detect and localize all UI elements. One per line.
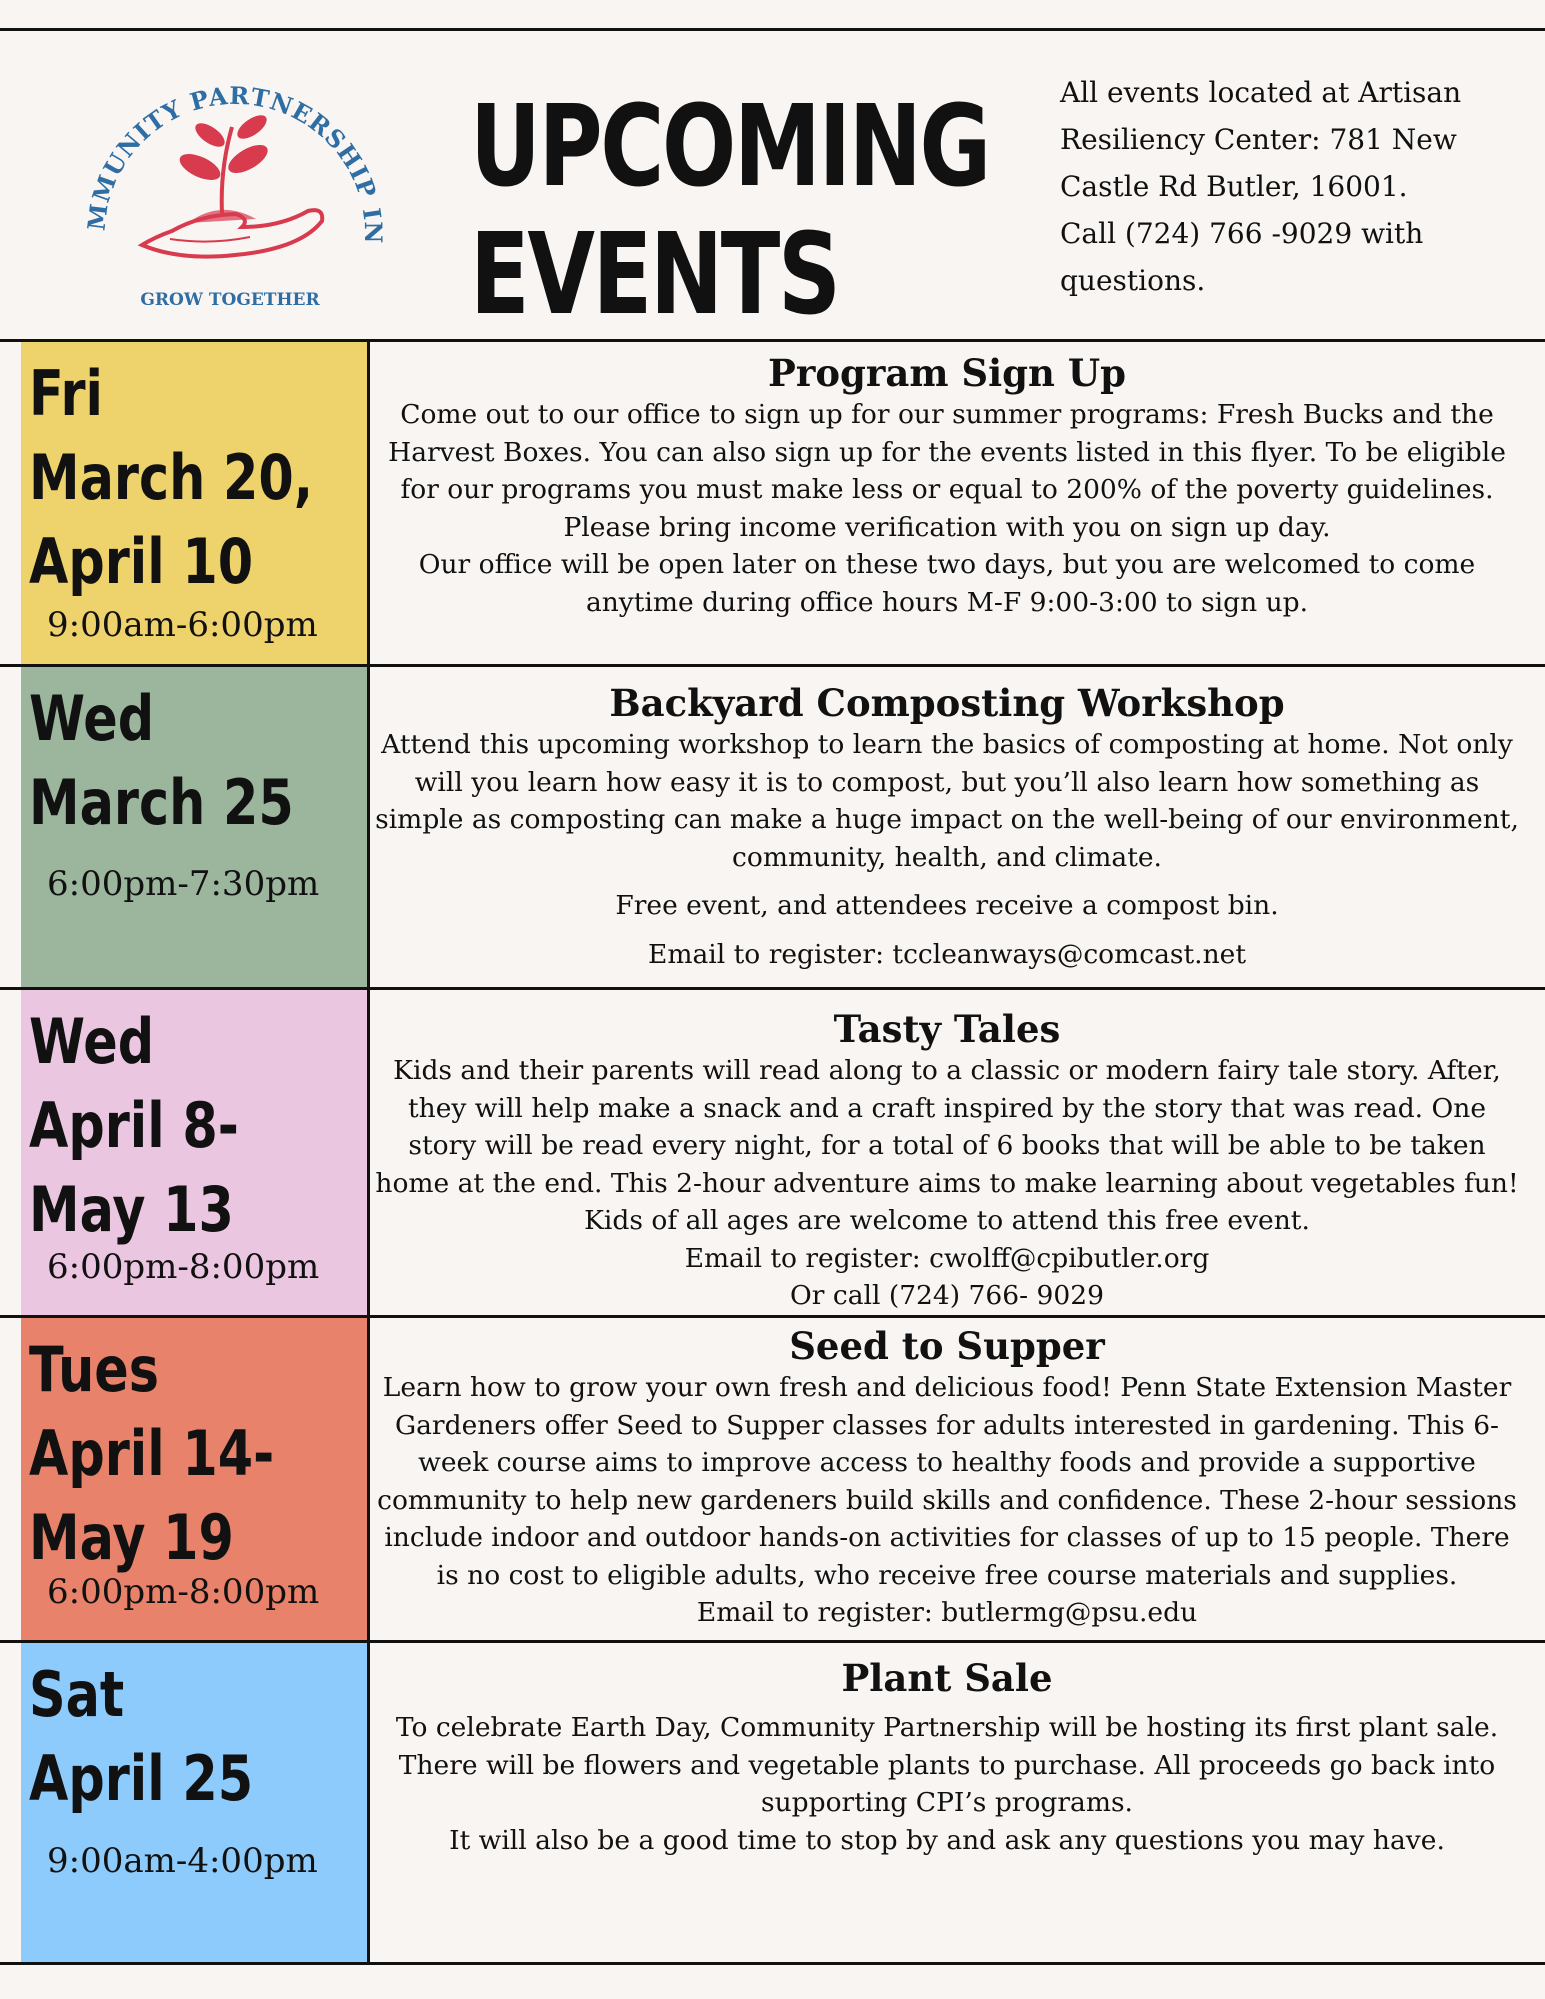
event-content <box>372 1655 1522 1859</box>
event-title: Tasty Tales <box>833 1007 1061 1051</box>
date-line: Fri <box>29 357 103 430</box>
paragraph: To celebrate Earth Day, Community Partnership will be hosting its first plant sale. There will be flowers and vegetable plants to purchase. All proceeds go back into supporting CPI’s programs. <box>395 1712 1499 1818</box>
event-time: 9:00am-6:00pm <box>47 605 318 645</box>
paragraph: It will also be a good time to stop by and ask any questions you may have. <box>449 1824 1445 1856</box>
event-row <box>0 990 1545 1315</box>
date-line: May 19 <box>29 1501 234 1574</box>
paragraph: Or call (724) 766- 9029 <box>790 1280 1104 1311</box>
column-divider <box>367 339 370 1965</box>
event-time: 9:00am-4:00pm <box>47 1841 318 1881</box>
event-description <box>372 396 1522 621</box>
event-description <box>372 1052 1522 1315</box>
date-cell <box>21 990 367 1315</box>
event-description <box>372 1709 1522 1859</box>
paragraph: Free event, and attendees receive a compost bin. <box>615 890 1279 921</box>
paragraph: Learn how to grow your own fresh and delicious food! Penn State Extension Master Gardeners offer Seed to Supper classes for adults interested in gardening. This 6-week course aims to improve access to healthy foods and provide a supportive community to help new gardeners build skills and confidence. These 2-hour sessions include indoor and outdoor hands-on activities for classes of up to 15 people. There is no cost to eligible adults, who receive free course materials and supplies. <box>377 1372 1517 1591</box>
date-line: Sat <box>29 1658 125 1731</box>
info-line: Castle Rd Butler, 16001. <box>1060 170 1408 203</box>
paragraph: Email to register: tccleanways@comcast.net <box>648 938 1246 970</box>
paragraph: Email to register: cwolff@cpibutler.org <box>684 1242 1210 1274</box>
location-info <box>1060 69 1500 304</box>
title-line: EVENTS <box>470 210 839 340</box>
event-row <box>0 1643 1545 1962</box>
paragraph: Email to register: butlermg@psu.edu <box>696 1597 1198 1628</box>
event-content <box>372 1006 1522 1315</box>
paragraph: Attend this upcoming workshop to learn the basics of composting at home. Not only will you learn how easy it is to compost, but you’ll also learn how something as simple as composting can make a huge impact on the well-being of our environment, community, health, and climate. <box>375 729 1519 873</box>
info-line: All events located at Artisan <box>1060 76 1462 109</box>
info-line: Call (724) 766 -9029 with <box>1060 217 1424 250</box>
page-title <box>470 83 989 339</box>
event-time: 6:00pm-8:00pm <box>47 1247 320 1287</box>
event-title: Backyard Composting Workshop <box>609 681 1285 725</box>
info-line: questions. <box>1060 264 1206 297</box>
event-title: Program Sign Up <box>768 351 1126 395</box>
event-date <box>29 352 313 604</box>
paragraph: Our office will be open later on these two days, but you are welcomed to come anytime during office hours M-F 9:00-3:00 to sign up. <box>418 549 1476 618</box>
event-content <box>372 350 1522 621</box>
event-date <box>29 1000 239 1252</box>
date-line: Wed <box>29 682 155 755</box>
date-line: April 10 <box>29 525 254 598</box>
event-title: Plant Sale <box>841 1656 1053 1700</box>
title-line: UPCOMING <box>470 82 989 212</box>
event-description <box>372 726 1522 973</box>
event-row <box>0 667 1545 987</box>
date-cell <box>21 667 367 987</box>
event-time: 6:00pm-8:00pm <box>47 1572 320 1612</box>
date-line: March 20, <box>29 441 314 514</box>
event-date <box>29 1653 253 1821</box>
event-row <box>0 342 1545 664</box>
date-cell <box>21 1318 367 1640</box>
paragraph: Kids and their parents will read along to a classic or modern fairy tale story. After, they will help make a snack and a craft inspired by the story that was read. One story will be read every night, for a total of 6 books that will be able to be taken home at the end. This 2-hour adventure aims to make learning about vegetables fun! Kids of all ages are welcome to attend this free event. <box>375 1055 1519 1236</box>
date-line: April 25 <box>29 1742 254 1815</box>
event-date <box>29 677 294 845</box>
event-row <box>0 1318 1545 1640</box>
header <box>0 31 1545 341</box>
event-description <box>372 1369 1522 1632</box>
date-line: Tues <box>29 1333 160 1406</box>
org-tagline: GROW TOGETHER <box>140 290 320 310</box>
date-line: Wed <box>29 1005 155 1078</box>
logo <box>60 49 410 339</box>
date-line: April 8- <box>29 1089 239 1162</box>
event-content <box>372 680 1522 973</box>
event-time: 6:00pm-7:30pm <box>47 864 320 904</box>
divider <box>0 1962 1545 1965</box>
event-content <box>372 1323 1522 1632</box>
info-line: Resiliency Center: 781 New <box>1060 123 1457 156</box>
date-cell <box>21 1643 367 1962</box>
date-line: April 14- <box>29 1417 275 1490</box>
paragraph: Come out to our office to sign up for our summer programs: Fresh Bucks and the Harvest Boxes. You can also sign up for the events listed in this flyer. To be eligible for our programs you must make less or equal to 200% of the poverty guidelines. Please bring income verification with you on sign up day. <box>388 399 1506 543</box>
event-title: Seed to Supper <box>789 1324 1105 1368</box>
event-date <box>29 1328 274 1580</box>
date-line: March 25 <box>29 766 294 839</box>
date-line: May 13 <box>29 1173 234 1246</box>
org-name: MMUNITY PARTNERSHIP IN <box>81 80 389 245</box>
date-cell <box>21 342 367 664</box>
